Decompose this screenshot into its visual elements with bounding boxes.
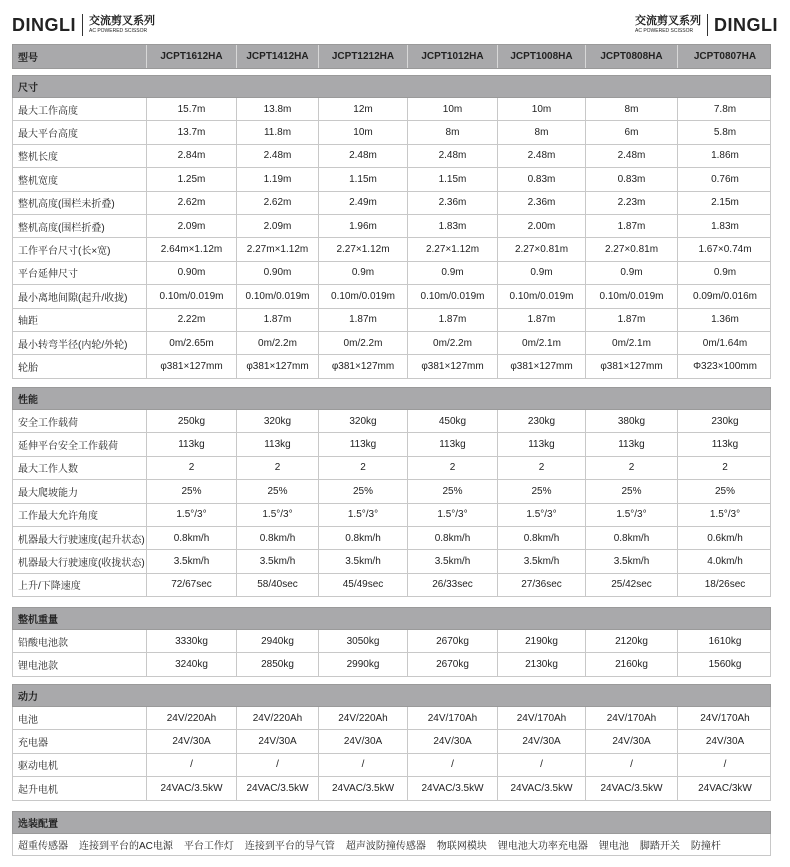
model-name: JCPT1612HA — [147, 45, 237, 68]
dingli-logo: DINGLI — [12, 14, 76, 35]
row-label: 铅酸电池款 — [13, 630, 147, 652]
cell-value: 1.83m — [408, 215, 498, 237]
brand-left — [12, 14, 155, 36]
cell-value: 2.36m — [408, 192, 498, 214]
cell-value: 2 — [319, 457, 408, 479]
cell-value: 0.8km/h — [586, 527, 678, 549]
cell-value: 2670kg — [408, 653, 498, 675]
option-item: 连接到平台的AC电源 — [79, 841, 173, 852]
table-row — [12, 480, 771, 503]
cell-value: 0.10m/0.019m — [237, 285, 319, 307]
series-cn: 交流剪叉系列 — [89, 15, 155, 27]
cell-value: 2 — [722, 462, 728, 474]
cell-value: 1.5°/3° — [586, 504, 678, 526]
option-item: 平台工作灯 — [183, 841, 234, 852]
cell-value: 1560kg — [708, 659, 742, 671]
cell-value: Φ323×100mm — [693, 360, 757, 372]
cell-value: 13.8m — [237, 98, 319, 120]
table-row — [12, 754, 771, 777]
cell-value: 6m — [586, 121, 678, 143]
cell-value: φ381×127mm — [147, 355, 237, 377]
cell-value: 10m — [498, 98, 586, 120]
cell-value: 3.5km/h — [498, 550, 586, 572]
option-item: 超重传感器 — [18, 841, 68, 852]
table-row — [12, 410, 771, 433]
cell-value: 2 — [237, 457, 319, 479]
cell-value: 2.00m — [498, 215, 586, 237]
cell-value: 2.48m — [586, 145, 678, 167]
cell-value: 3330kg — [147, 630, 237, 652]
cell-value: / — [147, 754, 237, 776]
model-name: JCPT1412HA — [237, 45, 319, 68]
cell-value: 230kg — [711, 415, 739, 427]
table-row — [12, 145, 771, 168]
row-label: 最小转弯半径(内轮/外轮) — [13, 332, 147, 354]
cell-value: 1.19m — [237, 168, 319, 190]
cell-value: 24VAC/3.5kW — [586, 777, 678, 799]
cell-value: 10m — [408, 98, 498, 120]
series-en: AC POWERED SCISSOR — [635, 28, 694, 34]
option-item: 脚踏开关 — [639, 841, 680, 852]
cell-value: 0.8km/h — [498, 527, 586, 549]
cell-value: 0.9m — [319, 262, 408, 284]
cell-value: 0.9m — [586, 262, 678, 284]
cell-value: 15.7m — [147, 98, 237, 120]
row-label: 机器最大行驶速度(起升状态) — [13, 527, 147, 549]
cell-value: 2850kg — [237, 653, 319, 675]
cell-value: 2.15m — [711, 197, 739, 209]
cell-value: 0.10m/0.019m — [408, 285, 498, 307]
cell-value: 3.5km/h — [319, 550, 408, 572]
cell-value: 1.87m — [408, 309, 498, 331]
cell-value: 1.67×0.74m — [698, 244, 752, 256]
cell-value: 24VAC/3.5kW — [147, 777, 237, 799]
cell-value: 0.90m — [237, 262, 319, 284]
cell-value: 1.15m — [408, 168, 498, 190]
cell-value: 1.87m — [319, 309, 408, 331]
table-row — [12, 332, 771, 355]
cell-value: 24V/170Ah — [586, 707, 678, 729]
cell-value: 3.5km/h — [237, 550, 319, 572]
section-power — [12, 684, 771, 801]
option-item: 锂电池大功率充电器 — [497, 841, 588, 852]
row-label: 最大工作人数 — [13, 457, 147, 479]
table-row — [12, 504, 771, 527]
option-item: 锂电池 — [598, 841, 629, 852]
cell-value: 7.8m — [713, 103, 737, 115]
cell-value: 2.22m — [147, 309, 237, 331]
row-label: 整机高度(围栏未折叠) — [13, 192, 147, 214]
cell-value: 380kg — [586, 410, 678, 432]
row-label: 最大平台高度 — [13, 121, 147, 143]
table-row — [12, 777, 771, 800]
model-name: JCPT1212HA — [319, 45, 408, 68]
cell-value: 2.27×1.12m — [319, 238, 408, 260]
cell-value: 45/49sec — [319, 574, 408, 596]
cell-value: 0m/1.64m — [702, 337, 748, 349]
cell-value: 1610kg — [708, 635, 742, 647]
row-label: 最大工作高度 — [13, 98, 147, 120]
row-label: 机器最大行驶速度(收拢状态) — [13, 550, 147, 572]
cell-value: 2 — [147, 457, 237, 479]
cell-value: 2.09m — [237, 215, 319, 237]
cell-value: 8m — [498, 121, 586, 143]
cell-value: 2.48m — [319, 145, 408, 167]
cell-value: 1.25m — [147, 168, 237, 190]
cell-value: 25/42sec — [586, 574, 678, 596]
model-name: JCPT0808HA — [586, 45, 678, 68]
cell-value: 0.83m — [586, 168, 678, 190]
row-label: 锂电池款 — [13, 653, 147, 675]
model-header-table — [12, 44, 771, 69]
cell-value: 1.5°/3° — [319, 504, 408, 526]
cell-value: 320kg — [237, 410, 319, 432]
cell-value: 3.5km/h — [147, 550, 237, 572]
section-performance — [12, 387, 771, 597]
cell-value: 24V/30A — [586, 730, 678, 752]
cell-value: 250kg — [147, 410, 237, 432]
table-row — [12, 630, 771, 653]
cell-value: 1.87m — [237, 309, 319, 331]
row-label: 轴距 — [13, 309, 147, 331]
divider — [707, 14, 708, 36]
cell-value: 24V/30A — [498, 730, 586, 752]
cell-value: 24V/220Ah — [147, 707, 237, 729]
cell-value: 2670kg — [408, 630, 498, 652]
cell-value: φ381×127mm — [408, 355, 498, 377]
cell-value: 72/67sec — [147, 574, 237, 596]
cell-value: 0.09m/0.016m — [693, 290, 757, 302]
series-title — [89, 16, 155, 34]
option-item: 物联网模块 — [436, 841, 487, 852]
table-row — [12, 707, 771, 730]
cell-value: 24VAC/3.5kW — [319, 777, 408, 799]
cell-value: 24V/220Ah — [237, 707, 319, 729]
cell-value: 25% — [319, 480, 408, 502]
cell-value: 0m/2.1m — [586, 332, 678, 354]
section-title: 整机重量 — [12, 607, 771, 630]
cell-value: φ381×127mm — [498, 355, 586, 377]
table-row — [12, 550, 771, 573]
row-label: 上升/下降速度 — [13, 574, 147, 596]
cell-value: 24VAC/3kW — [698, 782, 752, 794]
table-row — [12, 285, 771, 308]
cell-value: 1.5°/3° — [237, 504, 319, 526]
row-label: 延伸平台安全工作载荷 — [13, 433, 147, 455]
cell-value: 24V/30A — [147, 730, 237, 752]
cell-value: 3.5km/h — [586, 550, 678, 572]
table-row — [12, 730, 771, 753]
option-item: 连接到平台的导气管 — [244, 841, 335, 852]
row-label: 工作平台尺寸(长×宽) — [13, 238, 147, 260]
cell-value: 2.36m — [498, 192, 586, 214]
model-name: JCPT0807HA — [693, 51, 757, 62]
cell-value: 25% — [498, 480, 586, 502]
cell-value: 2.09m — [147, 215, 237, 237]
cell-value: 113kg — [408, 433, 498, 455]
cell-value: 2.64m×1.12m — [147, 238, 237, 260]
table-row — [12, 262, 771, 285]
cell-value: 450kg — [408, 410, 498, 432]
cell-value: 2.84m — [147, 145, 237, 167]
section-title: 性能 — [12, 387, 771, 410]
series-cn: 交流剪叉系列 — [635, 15, 701, 27]
cell-value: 0m/2.1m — [498, 332, 586, 354]
cell-value: 1.5°/3° — [709, 509, 741, 521]
table-row — [12, 457, 771, 480]
cell-value: 4.0km/h — [707, 556, 743, 568]
model-name: JCPT1012HA — [408, 45, 498, 68]
cell-value: 0.9m — [408, 262, 498, 284]
cell-value: 0m/2.2m — [319, 332, 408, 354]
cell-value: 2.49m — [319, 192, 408, 214]
cell-value: / — [586, 754, 678, 776]
dingli-logo: DINGLI — [714, 14, 778, 35]
cell-value: 8m — [586, 98, 678, 120]
row-label: 轮胎 — [13, 355, 147, 377]
cell-value: 11.8m — [237, 121, 319, 143]
cell-value: 2.27×0.81m — [498, 238, 586, 260]
cell-value: 2 — [408, 457, 498, 479]
cell-value: 0.6km/h — [707, 532, 743, 544]
header-row — [12, 44, 771, 69]
cell-value: 25% — [714, 485, 735, 497]
row-label: 整机宽度 — [13, 168, 147, 190]
table-row — [12, 433, 771, 456]
section-dimensions — [12, 75, 771, 379]
cell-value: 0.10m/0.019m — [147, 285, 237, 307]
row-label: 工作最大允许角度 — [13, 504, 147, 526]
table-row — [12, 355, 771, 378]
section-title: 尺寸 — [12, 75, 771, 98]
cell-value: 26/33sec — [408, 574, 498, 596]
option-item: 防撞杆 — [690, 841, 721, 852]
cell-value: 0.9m — [498, 262, 586, 284]
cell-value: 230kg — [498, 410, 586, 432]
series-title — [635, 16, 701, 34]
cell-value: 1.87m — [498, 309, 586, 331]
cell-value: 0.8km/h — [408, 527, 498, 549]
cell-value: / — [723, 759, 727, 771]
divider — [82, 14, 83, 36]
cell-value: 1.83m — [711, 220, 739, 232]
cell-value: 24VAC/3.5kW — [408, 777, 498, 799]
row-label: 平台延伸尺寸 — [13, 262, 147, 284]
table-row — [12, 238, 771, 261]
cell-value: 24V/30A — [237, 730, 319, 752]
cell-value: / — [237, 754, 319, 776]
cell-value: φ381×127mm — [319, 355, 408, 377]
cell-value: 24V/30A — [319, 730, 408, 752]
cell-value: 12m — [319, 98, 408, 120]
section-title: 动力 — [12, 684, 771, 707]
table-row — [12, 653, 771, 676]
cell-value: 27/36sec — [498, 574, 586, 596]
cell-value: 113kg — [586, 433, 678, 455]
cell-value: 0.8km/h — [319, 527, 408, 549]
cell-value: 2.27×0.81m — [586, 238, 678, 260]
cell-value: 24V/170Ah — [408, 707, 498, 729]
cell-value: 2.62m — [237, 192, 319, 214]
cell-value: / — [498, 754, 586, 776]
cell-value: 1.86m — [711, 150, 739, 162]
cell-value: 3.5km/h — [408, 550, 498, 572]
row-label: 充电器 — [13, 730, 147, 752]
cell-value: 2.48m — [408, 145, 498, 167]
cell-value: 24V/220Ah — [319, 707, 408, 729]
row-label: 起升电机 — [13, 777, 147, 799]
cell-value: 0m/2.2m — [237, 332, 319, 354]
row-label: 安全工作载荷 — [13, 410, 147, 432]
cell-value: 0.9m — [713, 267, 737, 279]
cell-value: 2130kg — [498, 653, 586, 675]
cell-value: 1.5°/3° — [408, 504, 498, 526]
table-row — [12, 215, 771, 238]
cell-value: φ381×127mm — [237, 355, 319, 377]
cell-value: 0m/2.2m — [408, 332, 498, 354]
options-list — [12, 834, 771, 856]
cell-value: 2.27m×1.12m — [237, 238, 319, 260]
row-label: 最小离地间隙(起升/收拢) — [13, 285, 147, 307]
cell-value: 25% — [408, 480, 498, 502]
section-title: 选装配置 — [12, 811, 771, 834]
cell-value: 58/40sec — [237, 574, 319, 596]
section-options — [12, 811, 771, 856]
cell-value: 0.10m/0.019m — [319, 285, 408, 307]
cell-value: 2 — [498, 457, 586, 479]
cell-value: 24VAC/3.5kW — [237, 777, 319, 799]
cell-value: 0.90m — [147, 262, 237, 284]
table-row — [12, 98, 771, 121]
cell-value: 113kg — [319, 433, 408, 455]
brand-right — [635, 14, 778, 36]
cell-value: 0.83m — [498, 168, 586, 190]
table-row — [12, 168, 771, 191]
row-label: 整机高度(围栏折叠) — [13, 215, 147, 237]
row-label: 最大爬坡能力 — [13, 480, 147, 502]
cell-value: 113kg — [147, 433, 237, 455]
cell-value: 0.8km/h — [237, 527, 319, 549]
cell-value: 2.62m — [147, 192, 237, 214]
cell-value: 2.48m — [237, 145, 319, 167]
cell-value: 2990kg — [319, 653, 408, 675]
header-label: 型号 — [13, 45, 147, 68]
cell-value: 320kg — [319, 410, 408, 432]
cell-value: 3240kg — [147, 653, 237, 675]
cell-value: 2120kg — [586, 630, 678, 652]
cell-value: 2.48m — [498, 145, 586, 167]
cell-value: 25% — [147, 480, 237, 502]
cell-value: 18/26sec — [704, 579, 746, 591]
cell-value: 13.7m — [147, 121, 237, 143]
cell-value: 2940kg — [237, 630, 319, 652]
cell-value: / — [319, 754, 408, 776]
cell-value: 2 — [586, 457, 678, 479]
cell-value: 2190kg — [498, 630, 586, 652]
row-label: 整机长度 — [13, 145, 147, 167]
cell-value: 113kg — [498, 433, 586, 455]
cell-value: 24V/170Ah — [700, 712, 750, 724]
cell-value: 2.23m — [586, 192, 678, 214]
table-row — [12, 121, 771, 144]
cell-value: 1.87m — [586, 309, 678, 331]
cell-value: 0.8km/h — [147, 527, 237, 549]
option-item: 超声波防撞传感器 — [345, 841, 426, 852]
row-label: 电池 — [13, 707, 147, 729]
cell-value: 10m — [319, 121, 408, 143]
table-row — [12, 574, 771, 597]
table-row — [12, 192, 771, 215]
cell-value: 24V/30A — [408, 730, 498, 752]
model-name: JCPT1008HA — [498, 45, 586, 68]
cell-value: 1.5°/3° — [498, 504, 586, 526]
cell-value: 113kg — [237, 433, 319, 455]
cell-value: 1.96m — [319, 215, 408, 237]
cell-value: 2160kg — [586, 653, 678, 675]
cell-value: 1.5°/3° — [147, 504, 237, 526]
cell-value: φ381×127mm — [586, 355, 678, 377]
cell-value: 0.10m/0.019m — [498, 285, 586, 307]
cell-value: 0.10m/0.019m — [586, 285, 678, 307]
cell-value: 24V/30A — [705, 736, 745, 748]
cell-value: / — [408, 754, 498, 776]
cell-value: 1.15m — [319, 168, 408, 190]
cell-value: 1.87m — [586, 215, 678, 237]
cell-value: 0m/2.65m — [147, 332, 237, 354]
row-label: 驱动电机 — [13, 754, 147, 776]
cell-value: 2.27×1.12m — [408, 238, 498, 260]
cell-value: 3050kg — [319, 630, 408, 652]
cell-value: 1.36m — [711, 314, 739, 326]
table-row — [12, 309, 771, 332]
cell-value: 8m — [408, 121, 498, 143]
table-row — [12, 527, 771, 550]
cell-value: 113kg — [711, 439, 739, 451]
cell-value: 25% — [237, 480, 319, 502]
section-weight — [12, 607, 771, 677]
cell-value: 0.76m — [711, 173, 739, 185]
cell-value: 24VAC/3.5kW — [498, 777, 586, 799]
cell-value: 5.8m — [713, 127, 737, 139]
series-en: AC POWERED SCISSOR — [89, 28, 148, 34]
cell-value: 25% — [586, 480, 678, 502]
cell-value: 24V/170Ah — [498, 707, 586, 729]
